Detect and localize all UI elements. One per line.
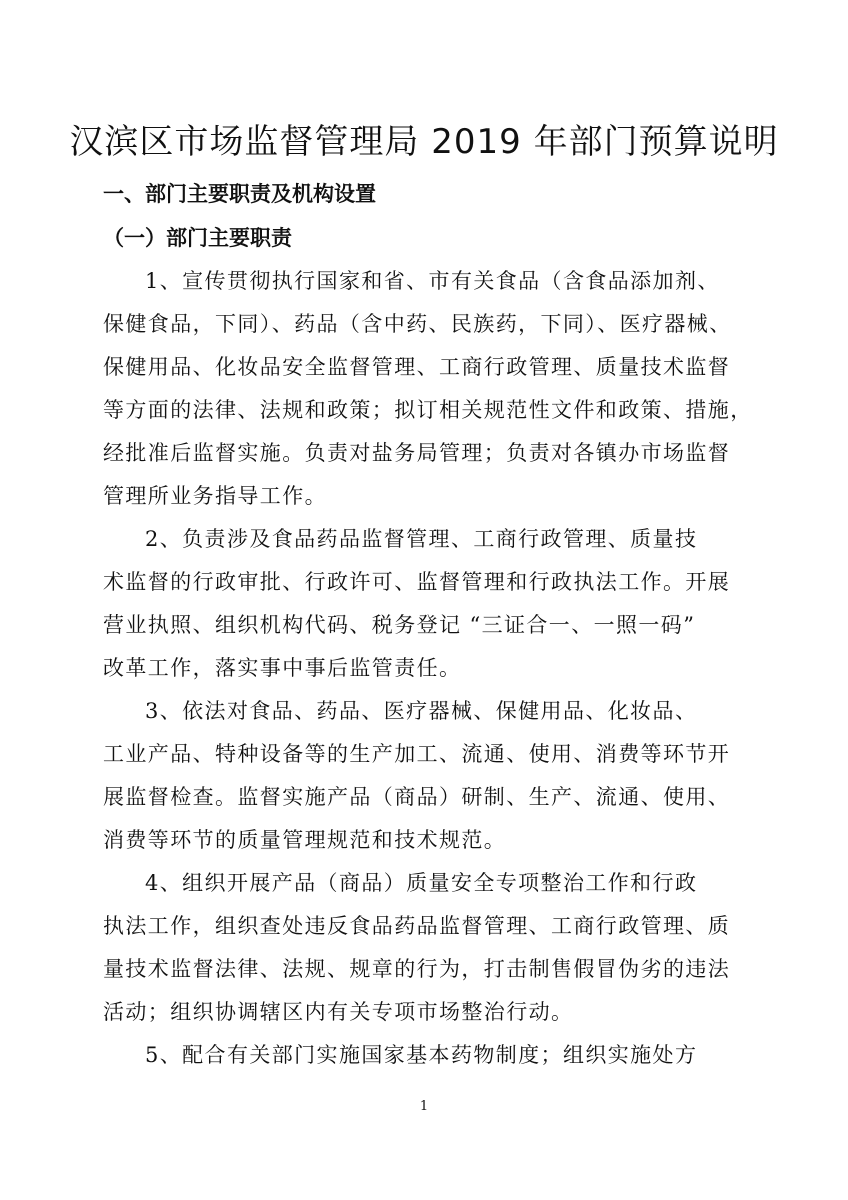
paragraph-line: 4、组织开展产品（商品）质量安全专项整治工作和行政 [145, 871, 698, 895]
paragraph-line: 5、配合有关部门实施国家基本药物制度；组织实施处方 [145, 1043, 698, 1067]
paragraph-line: 展监督检查。监督实施产品（商品）研制、生产、流通、使用、 [103, 785, 731, 809]
paragraph-line: 1、宣传贯彻执行国家和省、市有关食品（含食品添加剂、 [145, 269, 720, 293]
paragraph-line: 消费等环节的质量管理规范和技术规范。 [103, 828, 507, 852]
paragraph-line: 营业执照、组织机构代码、税务登记 “三证合一、一照一码” [103, 613, 696, 637]
paragraph-line: 经批准后监督实施。负责对盐务局管理；负责对各镇办市场监督 [103, 441, 731, 465]
paragraph-line: 保健用品、化妆品安全监督管理、工商行政管理、质量技术监督 [103, 355, 731, 379]
paragraph-line: 活动；组织协调辖区内有关专项市场整治行动。 [103, 1000, 574, 1024]
paragraph-line: 管理所业务指导工作。 [103, 484, 327, 508]
paragraph-line: 保健食品，下同）、药品（含中药、民族药，下同）、医疗器械、 [103, 312, 732, 336]
paragraph-line: 改革工作，落实事中事后监管责任。 [103, 656, 462, 680]
paragraph-line: 量技术监督法律、法规、规章的行为，打击制售假冒伪劣的违法 [103, 957, 731, 981]
paragraph-line: 2、负责涉及食品药品监督管理、工商行政管理、质量技 [145, 527, 698, 551]
paragraph-line: 3、依法对食品、药品、医疗器械、保健用品、化妆品、 [145, 699, 698, 723]
page-number: 1 [419, 1099, 429, 1114]
subsection-heading: （一）部门主要职责 [103, 226, 292, 250]
paragraph-line: 等方面的法律、法规和政策；拟订相关规范性文件和政策、措施， [103, 398, 753, 422]
paragraph-line: 执法工作，组织查处违反食品药品监督管理、工商行政管理、质 [103, 914, 731, 938]
section-heading: 一、部门主要职责及机构设置 [103, 182, 376, 206]
paragraph-line: 术监督的行政审批、行政许可、监督管理和行政执法工作。开展 [103, 570, 731, 594]
paragraph-line: 工业产品、特种设备等的生产加工、流通、使用、消费等环节开 [103, 742, 731, 766]
document-title: 汉滨区市场监督管理局 2019 年部门预算说明 [69, 122, 779, 162]
